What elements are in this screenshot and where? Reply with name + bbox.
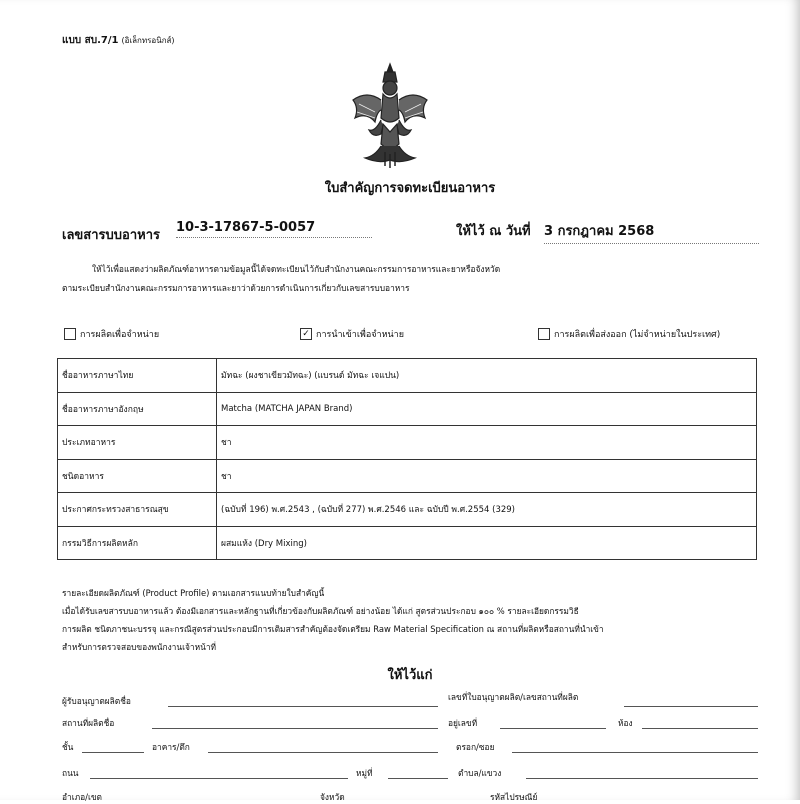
- alley-field[interactable]: [512, 752, 758, 753]
- issue-date-value: 3 กรกฎาคม 2568: [544, 220, 759, 244]
- row-value: ชา: [217, 426, 757, 460]
- row-key: ประเภทอาหาร: [58, 426, 217, 460]
- table-row: [58, 426, 757, 460]
- table-row: [58, 459, 757, 493]
- licensee-field[interactable]: [168, 706, 438, 707]
- row-key: กรรมวิธีการผลิตหลัก: [58, 526, 217, 560]
- checkbox-box[interactable]: [64, 328, 76, 340]
- row-value: ผสมแห้ง (Dry Mixing): [217, 526, 757, 560]
- row-value: (ฉบับที่ 196) พ.ศ.2543 , (ฉบับที่ 277) พ.ศ.2546 และ ฉบับปี พ.ศ.2554 (329): [217, 493, 757, 527]
- checkbox-label: การนำเข้าเพื่อจำหน่าย: [316, 330, 404, 340]
- alley-label: ตรอก/ซอย: [456, 742, 495, 752]
- checkbox-label: การผลิตเพื่อส่งออก (ไม่จำหน่ายในประเทศ): [554, 330, 721, 340]
- profile-line-4: สำหรับการตรวจสอบของพนักงานเจ้าหน้าที่: [62, 642, 217, 652]
- checkbox-box[interactable]: [538, 328, 550, 340]
- road-field[interactable]: [90, 778, 348, 779]
- postcode-label: รหัสไปรษณีย์: [490, 792, 538, 802]
- profile-line-2: เมื่อได้รับเลขสารบบอาหารแล้ว ต้องมีเอกสารและหลักฐานที่เกี่ยวข้องกับผลิตภัณฑ์ อย่างน้อย ได้แก่ สูตรส่วนประกอบ ๑๐๐ % รายละเอียดกรรมวิธี: [62, 606, 579, 616]
- garuda-emblem-icon: [345, 60, 435, 170]
- moo-label: หมู่ที่: [356, 768, 373, 778]
- profile-line-1: รายละเอียดผลิตภัณฑ์ (Product Profile) ตามเอกสารแนบท้ายใบสำคัญนี้: [62, 588, 325, 598]
- issue-date-label: ให้ไว้ ณ วันที่: [456, 224, 531, 239]
- district-label: อำเภอ/เขต: [62, 792, 102, 802]
- row-key: ชื่ออาหารภาษาไทย: [58, 359, 217, 393]
- checkbox-produce-for-export[interactable]: [538, 327, 720, 341]
- license-number-label: เลขที่ใบอนุญาตผลิต/เลขสถานที่ผลิต: [448, 692, 579, 702]
- province-label: จังหวัด: [320, 792, 345, 802]
- place-name-field[interactable]: [152, 728, 438, 729]
- table-row: [58, 359, 757, 393]
- form-code: [62, 33, 175, 48]
- intro-paragraph: [62, 260, 762, 298]
- registration-number-label: เลขสารบบอาหาร: [62, 228, 160, 243]
- licensee-label: ผู้รับอนุญาตผลิตชื่อ: [62, 696, 131, 706]
- table-row: [58, 392, 757, 426]
- intro-line-2: ตามระเบียบสำนักงานคณะกรรมการอาหารและยาว่าด้วยการดำเนินการเกี่ยวกับเลขสารบบอาหาร: [62, 283, 410, 293]
- road-label: ถนน: [62, 768, 79, 778]
- product-profile-note: [62, 584, 762, 656]
- form-code-text: แบบ สบ.7/1: [62, 35, 119, 46]
- intro-line-1: ให้ไว้เพื่อแสดงว่าผลิตภัณฑ์อาหารตามข้อมูลนี้ได้จดทะเบียนไว้กับสำนักงานคณะกรรมการอาหารและยาหรือจังหวัด: [92, 264, 501, 274]
- profile-line-3: การผลิต ชนิดภาชนะบรรจุ และกรณีสูตรส่วนประกอบมีการเติมสารสำคัญต้องจัดเตรียม Raw Material Specification ณ สถานที่ผลิตหรือสถานที่นำเข้า: [62, 624, 604, 634]
- address-number-field[interactable]: [500, 728, 606, 729]
- checkbox-checked-box[interactable]: ✓: [300, 328, 312, 340]
- food-info-table: [57, 358, 757, 560]
- floor-label: ชั้น: [62, 742, 74, 752]
- row-key: ประกาศกระทรวงสาธารณสุข: [58, 493, 217, 527]
- address-number-label: อยู่เลขที่: [448, 718, 478, 728]
- checkbox-import-for-sale[interactable]: [300, 327, 404, 341]
- subdistrict-label: ตำบล/แขวง: [458, 768, 502, 778]
- row-value: Matcha (MATCHA JAPAN Brand): [217, 392, 757, 426]
- row-key: ชื่ออาหารภาษาอังกฤษ: [58, 392, 217, 426]
- subdistrict-field[interactable]: [526, 778, 758, 779]
- row-value: มัทฉะ (ผงชาเขียวมัทฉะ) (แบรนด์ มัทฉะ เจแปน): [217, 359, 757, 393]
- moo-field[interactable]: [388, 778, 448, 779]
- checkbox-produce-for-sale[interactable]: [64, 327, 159, 341]
- license-number-field[interactable]: [624, 706, 758, 707]
- room-field[interactable]: [642, 728, 758, 729]
- given-to-title: ให้ไว้แก่: [387, 668, 433, 683]
- building-label: อาคาร/ตึก: [152, 742, 190, 752]
- table-row: [58, 526, 757, 560]
- room-label: ห้อง: [618, 718, 633, 728]
- registration-number-value: 10-3-17867-5-0057: [176, 220, 372, 238]
- row-value: ชา: [217, 459, 757, 493]
- document-title: ใบสำคัญการจดทะเบียนอาหาร: [324, 181, 496, 196]
- place-name-label: สถานที่ผลิตชื่อ: [62, 718, 115, 728]
- form-code-note: (อิเล็กทรอนิกส์): [121, 36, 175, 45]
- building-field[interactable]: [208, 752, 438, 753]
- row-key: ชนิดอาหาร: [58, 459, 217, 493]
- checkbox-label: การผลิตเพื่อจำหน่าย: [80, 330, 160, 340]
- table-row: [58, 493, 757, 527]
- floor-field[interactable]: [82, 752, 144, 753]
